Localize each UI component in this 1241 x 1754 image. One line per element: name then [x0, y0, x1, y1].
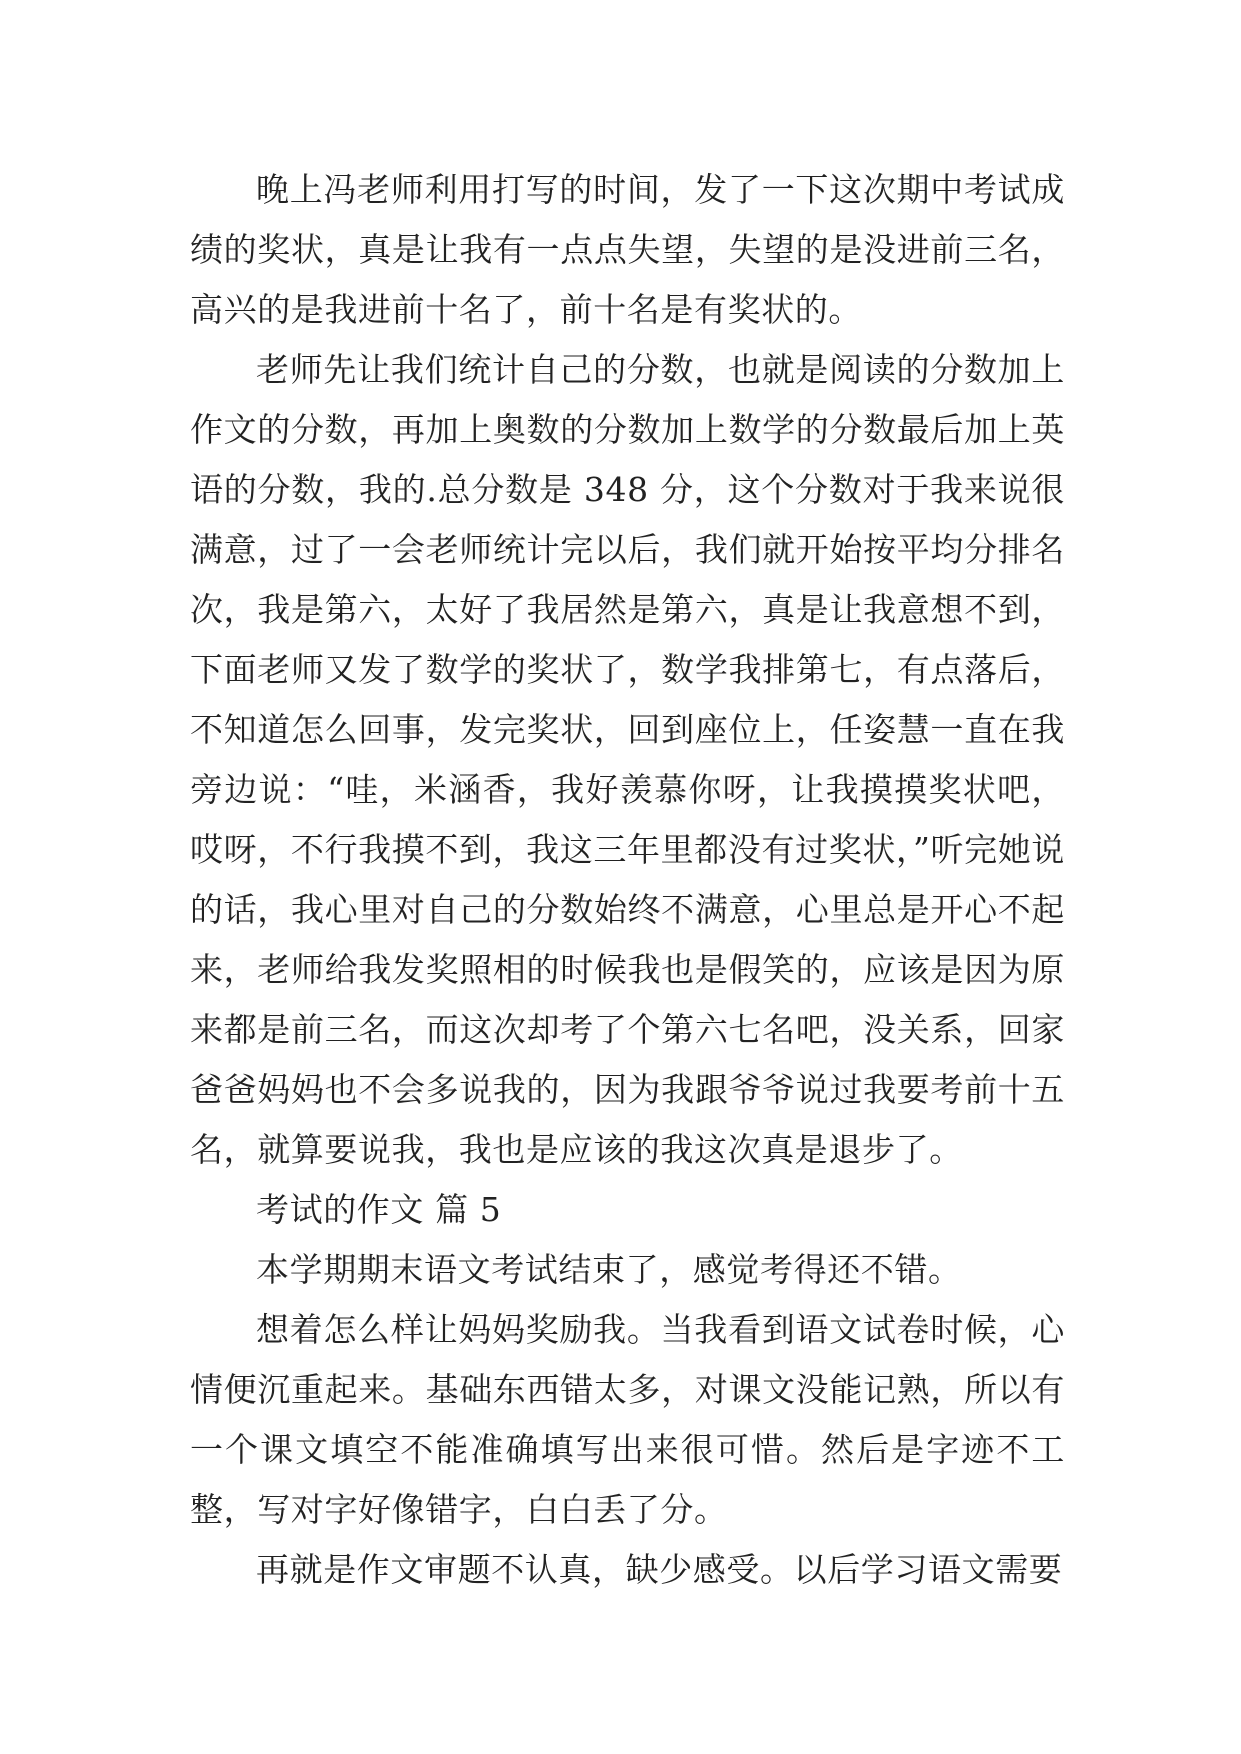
- paragraph-score-ranking: 老师先让我们统计自己的分数，也就是阅读的分数加上作文的分数，再加上奥数的分数加上数学的分数最后加上英语的分数，我的.总分数是 348 分，这个分数对于我来说很满意，过了一会老师统计完以后，我们就开始按平均分排名次，我是第六，太好了我居然是第六，真是让我意想不到，下面老师又发了数学的奖状了，数学我排第七，有点落后，不知道怎么回事，发完奖状，回到座位上，任姿慧一直在我旁边说：“哇，米涵香，我好羡慕你呀，让我摸摸奖状吧，哎呀，不行我摸不到，我这三年里都没有过奖状，”听完她说的话，我心里对自己的分数始终不满意，心里总是开心不起来，老师给我发奖照相的时候我也是假笑的，应该是因为原来都是前三名，而这次却考了个第六七名吧，没关系，回家爸爸妈妈也不会多说我的，因为我跟爷爷说过我要考前十五名，就算要说我，我也是应该的我这次真是退步了。: [190, 350, 1065, 1169]
- paragraph-exam-reflection: 想着怎么样让妈妈奖励我。当我看到语文试卷时候，心情便沉重起来。基础东西错太多，对课文没能记熟，所以有一个课文填空不能准确填写出来很可惜。然后是字迹不工整，写对字好像错字，白白丢了分。: [190, 1310, 1065, 1529]
- paragraph-report-cards: 晚上冯老师利用打写的时间，发了一下这次期中考试成绩的奖状，真是让我有一点点失望，失望的是没进前三名，高兴的是我进前十名了，前十名是有奖状的。: [190, 170, 1065, 329]
- paragraph-future-study: 再就是作文审题不认真，缺少感受。以后学习语文需要: [256, 1550, 1063, 1589]
- document-page: [190, 160, 1065, 1600]
- paragraph-exam-ended: 本学期期末语文考试结束了，感觉考得还不错。: [256, 1250, 962, 1289]
- section-heading: 考试的作文 篇 5: [256, 1190, 502, 1229]
